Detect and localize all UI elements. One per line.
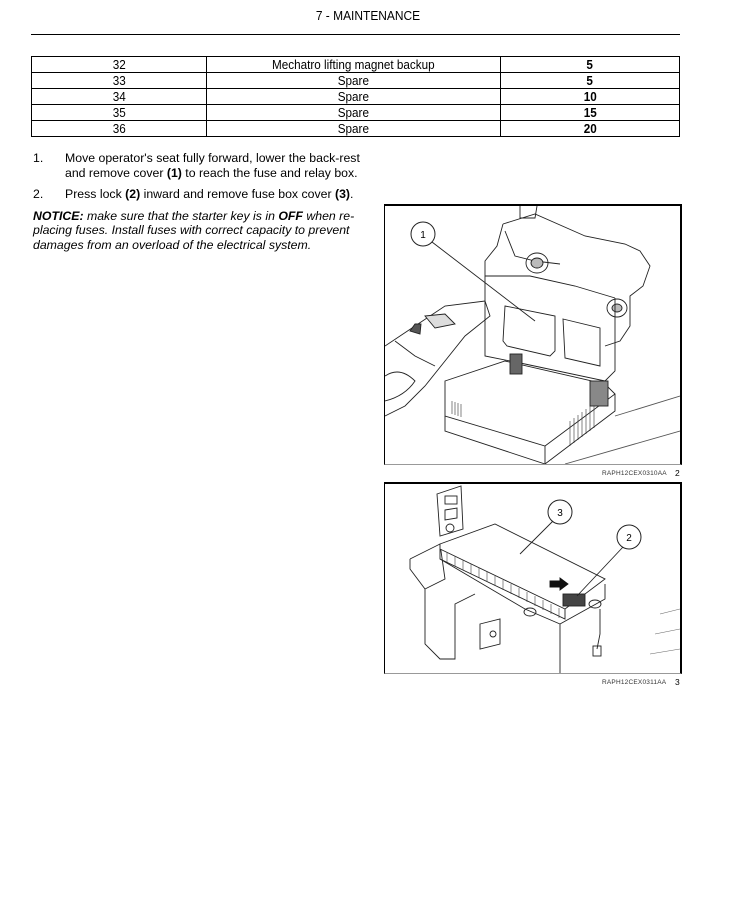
fuse-description: Spare: [337, 121, 370, 136]
callout-3: 3: [557, 508, 563, 519]
step-text: to reach the fuse and relay box.: [181, 165, 358, 180]
instructions: [33, 151, 363, 252]
figure-number: 2: [675, 468, 680, 478]
fuse-number: 36: [112, 121, 126, 136]
fuse-box-illustration: [385, 484, 680, 673]
fuse-description: Spare: [337, 105, 370, 120]
fuse-description: Spare: [337, 73, 370, 88]
fuse-number: 32: [112, 57, 126, 72]
table-row: [32, 57, 680, 73]
notice: NOTICE: make sure that the starter key is in OFF when re-placing fuses. Install fuses with correct capacity to prevent damages from an overload of the electrical system.: [33, 208, 355, 252]
fuse-number: 34: [112, 89, 126, 104]
figure-caption: RAPH12CEX0311AA: [602, 679, 667, 686]
step-text: Move operator's seat fully forward, lower the back-rest and remove cover: [65, 151, 360, 180]
figure-caption: RAPH12CEX0310AA: [602, 470, 667, 477]
table-row: [32, 73, 680, 89]
fuse-table: [31, 56, 680, 137]
page-title: 7 - MAINTENANCE: [315, 8, 421, 23]
callout-ref: (3): [334, 187, 351, 201]
step-text: inward and remove fuse box cover: [140, 187, 335, 201]
header-divider: [31, 34, 680, 35]
callout-ref: (2): [125, 187, 141, 201]
step-text: Press lock: [65, 187, 126, 201]
table-row: [32, 89, 680, 105]
fuse-description: Mechatro lifting magnet backup: [272, 57, 435, 72]
seat-compartment-illustration: [385, 206, 680, 464]
table-row: [32, 105, 680, 121]
callout-2: 2: [626, 533, 632, 544]
step-number: 2.: [33, 187, 44, 201]
step-text: .: [350, 187, 354, 201]
step-1: [33, 151, 363, 180]
step-2: [33, 187, 363, 202]
fuse-description: Spare: [337, 89, 370, 104]
callout-1: 1: [420, 230, 426, 241]
step-number: 1.: [33, 151, 44, 165]
figure-seat-compartment: [384, 204, 682, 465]
fuse-amperage: 20: [583, 121, 597, 136]
fuse-amperage: 5: [586, 73, 594, 88]
figure-number: 3: [675, 677, 680, 687]
fuse-amperage: 15: [583, 105, 597, 120]
notice-emphasis: OFF: [278, 208, 303, 223]
fuse-number: 33: [112, 73, 126, 88]
table-row: [32, 121, 680, 137]
callout-ref: (1): [166, 165, 182, 180]
fuse-amperage: 10: [583, 89, 597, 104]
figure-fuse-box: [384, 482, 682, 674]
notice-label: NOTICE:: [33, 208, 84, 223]
fuse-number: 35: [112, 105, 126, 120]
fuse-amperage: 5: [586, 57, 594, 72]
